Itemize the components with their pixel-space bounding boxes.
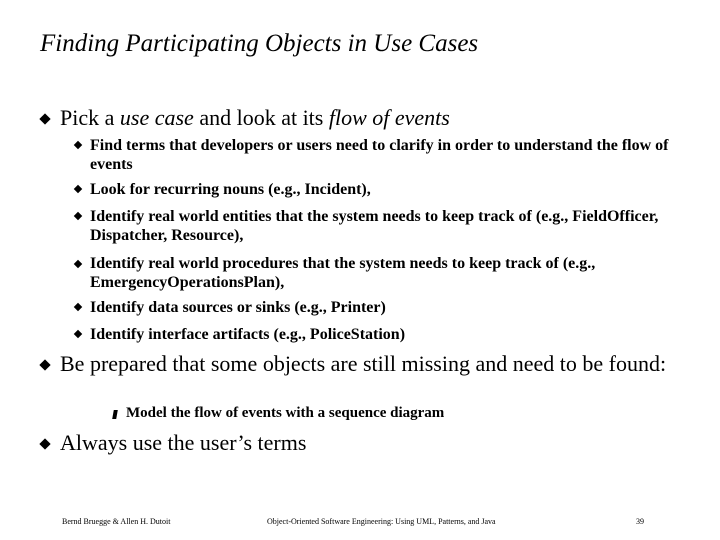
slide-title: Finding Participating Objects in Use Cases (40, 30, 479, 57)
sub-bullet-icon (74, 260, 82, 268)
footer-page-number: 39 (636, 517, 644, 526)
sub-bullet-icon (74, 303, 82, 311)
bullet-diamond-icon (39, 113, 50, 124)
sub-item-2: Look for recurring nouns (e.g., Incident), (90, 181, 371, 198)
bullet-diamond-icon (39, 438, 50, 449)
bullet-1-pre: Pick a (60, 105, 120, 130)
bullet-1 (60, 106, 450, 129)
footer-book-title: Object-Oriented Software Engineering: Using UML, Patterns, and Java (267, 517, 496, 526)
bullet-1-mid: and look at its (193, 105, 329, 130)
sub-bullet-icon (74, 185, 82, 193)
sub-item-5: Identify data sources or sinks (e.g., Printer) (90, 299, 386, 316)
bullet-diamond-icon (39, 359, 50, 370)
footer-authors: Bernd Bruegge & Allen H. Dutoit (62, 517, 171, 526)
bullet-1-em-use-case: use case (119, 105, 194, 130)
bullet-3: Always use the user’s terms (60, 430, 307, 455)
sub-bullet-icon (74, 330, 82, 338)
sub-item-1: Find terms that developers or users need to clarify in order to understand the flow of events (90, 137, 669, 173)
sub-bullet-icon (74, 212, 82, 220)
bullet-2: Be prepared that some objects are still missing and need to be found: (60, 351, 667, 376)
sub-bullet-icon (74, 141, 82, 149)
bullet-1-em-flow: flow of events (328, 105, 450, 130)
sub-item-4: Identify real world procedures that the system needs to keep track of (e.g., EmergencyOperationsPlan), (90, 255, 596, 291)
sub-bullet-dash-icon (112, 410, 118, 419)
sub-item-6: Identify interface artifacts (e.g., PoliceStation) (90, 326, 406, 343)
sub-item-3: Identify real world entities that the system needs to keep track of (e.g., FieldOfficer, Dispatcher, Resource), (90, 208, 659, 244)
bullet-2-sub-item: Model the flow of events with a sequence diagram (126, 405, 445, 421)
